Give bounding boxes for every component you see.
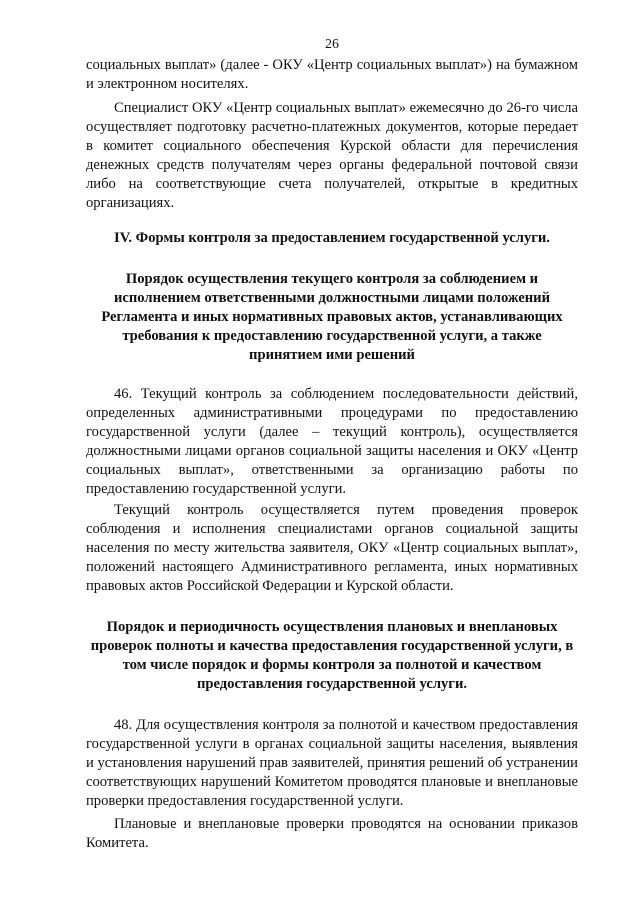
paragraph-specialist-payments: Специалист ОКУ «Центр социальных выплат» ежемесячно до 26-го числа осуществляет подготовку расчетно-платежных документов, которые передает в комитет социального обеспечения Курской области для перечисления денежных средств получателям через органы федеральной почтовой связи либо на соответствующие счета получателей, открытые в кредитных организациях.: [86, 100, 578, 211]
paragraph-current-control-checks: Текущий контроль осуществляется путем проведения проверок соблюдения и исполнения специалистами органов социальной защиты населения по месту жительства заявителя, ОКУ «Центр социальных выплат», положений настоящего Административного регламента, иных нормативных правовых актов Российской Федерации и Курской области.: [86, 502, 578, 594]
paragraph-46: 46. Текущий контроль за соблюдением последовательности действий, определенных административными процедурами по предоставлению государственной услуги (далее – текущий контроль), осуществляется должностными лицами органов социальной защиты населения и ОКУ «Центр социальных выплат», ответственными за организацию работы по предоставлению государственной услуги.: [86, 386, 578, 497]
paragraph-inspection-orders: Плановые и внеплановые проверки проводятся на основании приказов Комитета.: [86, 816, 578, 851]
page-number: 26: [325, 37, 339, 52]
subsection-heading-inspections: Порядок и периодичность осуществления плановых и внеплановых проверок полноты и качества предоставления государственной услуги, в том числе порядок и формы контроля за полнотой и качеством предоставления государственной услуги.: [90, 619, 574, 692]
section-heading-iv: IV. Формы контроля за предоставлением государственной услуги.: [114, 230, 550, 246]
paragraph-48: 48. Для осуществления контроля за полнотой и качеством предоставления государственной услуги в органах социальной защиты населения, выявления и установления нарушений прав заявителей, принятия решений об устранении соответствующих нарушений Комитетом проводятся плановые и внеплановые проверки предоставления государственной услуги.: [86, 717, 578, 809]
subsection-heading-current-control: Порядок осуществления текущего контроля за соблюдением и исполнением ответственными должностными лицами положений Регламента и иных нормативных правовых актов, устанавливающих требования к предоставлению государственной услуги, а также принятием ими решений: [101, 271, 563, 363]
paragraph-delivery-media: социальных выплат» (далее - ОКУ «Центр социальных выплат») на бумажном и электронном носителях.: [86, 57, 578, 92]
